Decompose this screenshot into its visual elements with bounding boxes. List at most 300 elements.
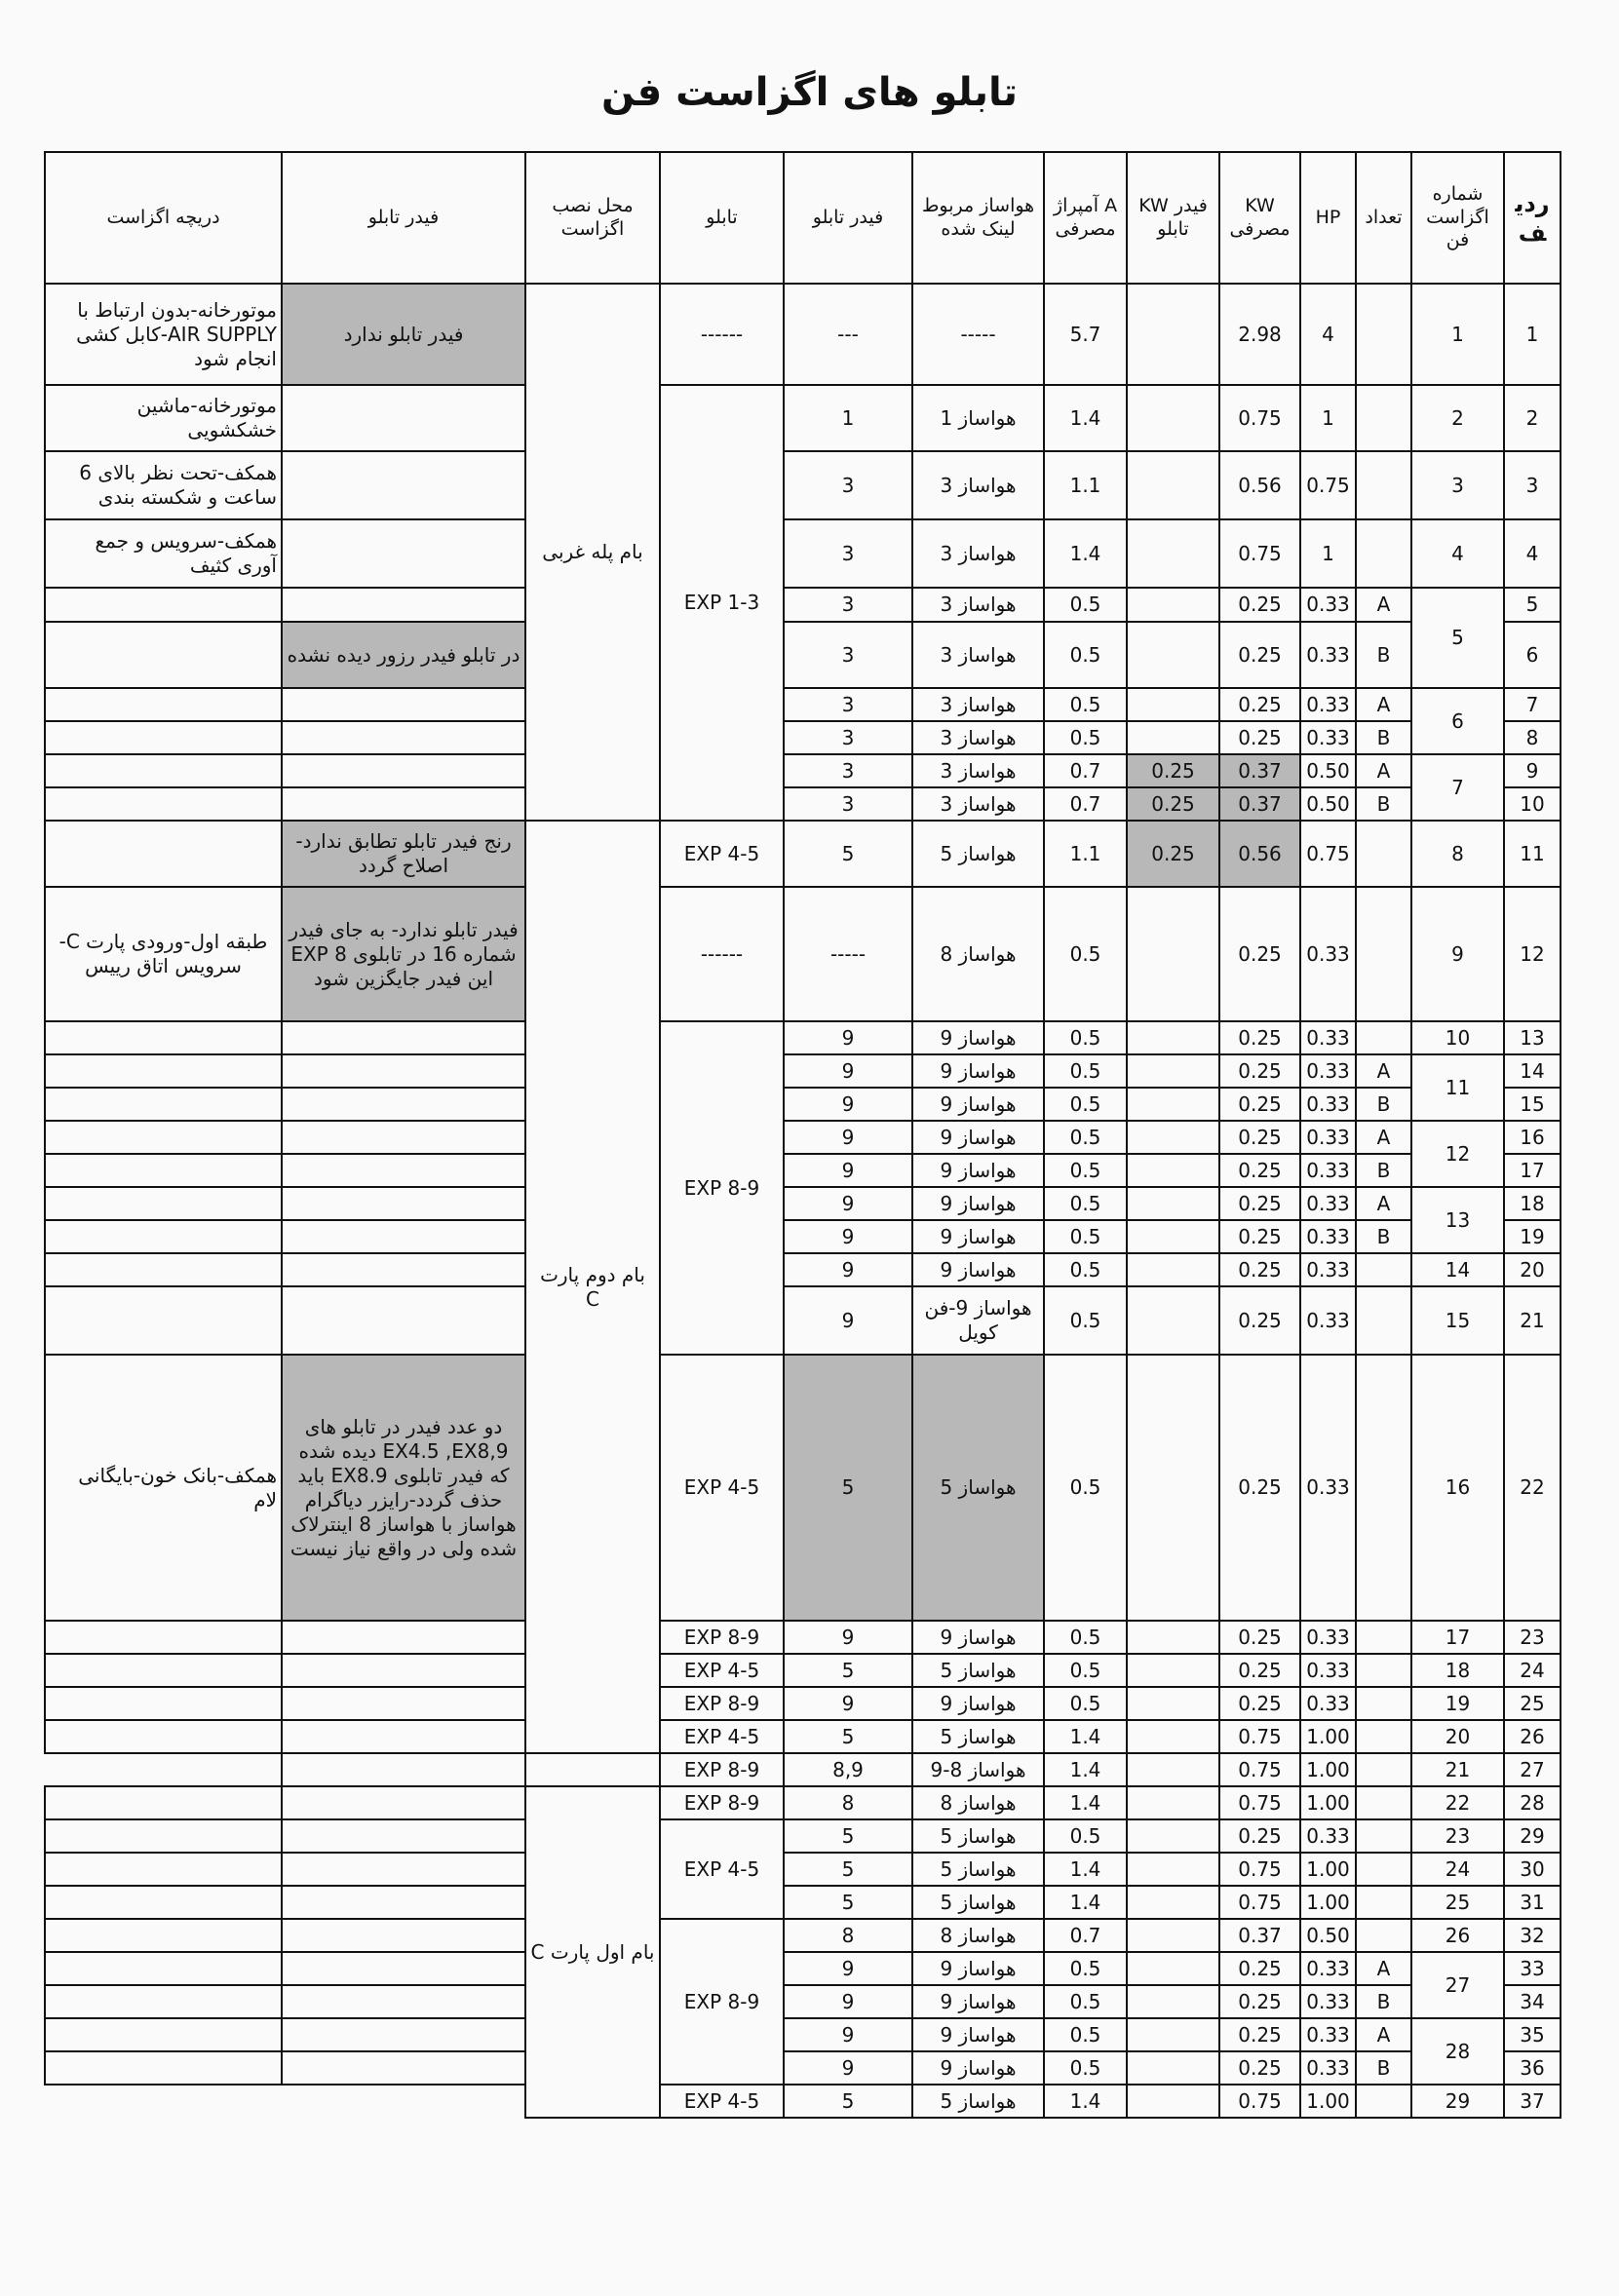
cell-hp: 1 bbox=[1300, 385, 1356, 451]
cell-amperage: 0.5 bbox=[1044, 1054, 1127, 1088]
cell-linked-ahu: هواساز 9 bbox=[912, 1952, 1044, 1985]
cell-amperage: 1.4 bbox=[1044, 2085, 1127, 2118]
cell-hp: 0.33 bbox=[1300, 1220, 1356, 1253]
cell-feeder-panel: 9 bbox=[784, 1687, 912, 1720]
cell-hp: 0.33 bbox=[1300, 1687, 1356, 1720]
cell-damper bbox=[45, 1687, 282, 1720]
cell-amperage: 0.5 bbox=[1044, 2051, 1127, 2085]
cell-linked-ahu: هواساز 8 bbox=[912, 887, 1044, 1021]
cell-count: B bbox=[1356, 721, 1411, 754]
cell-feeder-panel: 9 bbox=[784, 1054, 912, 1088]
cell-hp: 0.50 bbox=[1300, 1919, 1356, 1952]
cell-amperage: 1.4 bbox=[1044, 385, 1127, 451]
cell-hp: 0.33 bbox=[1300, 1187, 1356, 1220]
cell-hp: 0.33 bbox=[1300, 1654, 1356, 1687]
cell-count: B bbox=[1356, 1154, 1411, 1187]
table-row bbox=[45, 1054, 1561, 1088]
cell-count: B bbox=[1356, 1985, 1411, 2018]
cell-count bbox=[1356, 1919, 1411, 1952]
cell-damper: همکف-سرویس و جمع آوری کثیف bbox=[45, 519, 282, 588]
cell-feeder-panel: 9 bbox=[784, 1286, 912, 1355]
cell-amperage: 0.5 bbox=[1044, 1154, 1127, 1187]
header-hp: HP bbox=[1300, 152, 1356, 284]
cell-amperage: 0.5 bbox=[1044, 2018, 1127, 2051]
cell-fan-number: 9 bbox=[1411, 887, 1504, 1021]
cell-feeder-panel: 9 bbox=[784, 1121, 912, 1154]
cell-linked-ahu: هواساز 1 bbox=[912, 385, 1044, 451]
cell-panel: EXP 8-9 bbox=[660, 1753, 784, 1786]
cell-linked-ahu: هواساز 9 bbox=[912, 1220, 1044, 1253]
cell-panel-feeder-note bbox=[525, 1753, 660, 1786]
header-location: محل نصب اگزاست bbox=[525, 152, 660, 284]
cell-damper bbox=[45, 1819, 282, 1853]
header-linked-ahu: هواساز مربوط لینک شده bbox=[912, 152, 1044, 284]
cell-damper bbox=[45, 787, 282, 821]
cell-count: B bbox=[1356, 1220, 1411, 1253]
cell-amperage: 0.7 bbox=[1044, 1919, 1127, 1952]
cell-kw: 0.56 bbox=[1219, 451, 1300, 519]
cell-damper bbox=[45, 1853, 282, 1886]
cell-hp: 1.00 bbox=[1300, 1753, 1356, 1786]
cell-feeder-panel: 5 bbox=[784, 1853, 912, 1886]
cell-amperage: 0.5 bbox=[1044, 1985, 1127, 2018]
cell-hp: 0.33 bbox=[1300, 622, 1356, 688]
cell-fan-number: 5 bbox=[1411, 588, 1504, 688]
cell-damper bbox=[45, 1919, 282, 1952]
cell-fan-number: 17 bbox=[1411, 1621, 1504, 1654]
cell-kw: 0.25 bbox=[1219, 887, 1300, 1021]
header-kw: KW مصرفی bbox=[1219, 152, 1300, 284]
cell-feeder-panel: 5 bbox=[784, 2085, 912, 2118]
cell-feeder-panel: 9 bbox=[784, 1088, 912, 1121]
cell-amperage: 0.7 bbox=[1044, 754, 1127, 787]
cell-amperage: 1.4 bbox=[1044, 1720, 1127, 1753]
cell-count: B bbox=[1356, 622, 1411, 688]
header-count: تعداد bbox=[1356, 152, 1411, 284]
exhaust-fan-table-wrapper bbox=[44, 151, 1560, 2113]
cell-feeder-kw bbox=[1127, 1021, 1219, 1054]
cell-damper bbox=[45, 1253, 282, 1286]
cell-feeder-kw: 0.25 bbox=[1127, 754, 1219, 787]
cell-panel-exp-4-5: EXP 4-5 bbox=[660, 1819, 784, 1919]
table-row bbox=[45, 1886, 1561, 1919]
cell-radif: 10 bbox=[1504, 787, 1561, 821]
cell-panel-exp-1-3: EXP 1-3 bbox=[660, 385, 784, 821]
cell-fan-number: 24 bbox=[1411, 1853, 1504, 1886]
cell-amperage: 0.5 bbox=[1044, 1286, 1127, 1355]
cell-feeder-panel: 3 bbox=[784, 787, 912, 821]
header-feeder-kw: فیدر KW تابلو bbox=[1127, 152, 1219, 284]
cell-radif: 17 bbox=[1504, 1154, 1561, 1187]
cell-kw: 0.25 bbox=[1219, 1819, 1300, 1853]
cell-damper bbox=[45, 1654, 282, 1687]
table-row bbox=[45, 1021, 1561, 1054]
cell-feeder-panel: 9 bbox=[784, 2051, 912, 2085]
cell-amperage: 0.5 bbox=[1044, 1253, 1127, 1286]
table-row bbox=[45, 1985, 1561, 2018]
cell-damper bbox=[45, 1720, 282, 1753]
cell-linked-ahu: هواساز 9 bbox=[912, 1121, 1044, 1154]
cell-damper bbox=[45, 821, 282, 887]
cell-panel: EXP 8-9 bbox=[660, 1621, 784, 1654]
cell-count bbox=[1356, 1286, 1411, 1355]
cell-hp: 0.50 bbox=[1300, 754, 1356, 787]
cell-panel-feeder-note bbox=[282, 519, 525, 588]
cell-feeder-panel: 3 bbox=[784, 622, 912, 688]
cell-panel: ------ bbox=[660, 887, 784, 1021]
cell-kw: 0.25 bbox=[1219, 688, 1300, 721]
cell-panel-feeder-note bbox=[282, 1886, 525, 1919]
cell-radif: 4 bbox=[1504, 519, 1561, 588]
cell-panel-feeder-note: در تابلو فیدر رزور دیده نشده bbox=[282, 622, 525, 688]
cell-feeder-kw bbox=[1127, 1654, 1219, 1687]
cell-count bbox=[1356, 1886, 1411, 1919]
cell-count bbox=[1356, 451, 1411, 519]
cell-fan-number: 23 bbox=[1411, 1819, 1504, 1853]
cell-hp: 0.33 bbox=[1300, 1985, 1356, 2018]
cell-amperage: 1.4 bbox=[1044, 1853, 1127, 1886]
cell-count: A bbox=[1356, 1121, 1411, 1154]
cell-count bbox=[1356, 284, 1411, 385]
table-row bbox=[45, 1088, 1561, 1121]
cell-feeder-kw bbox=[1127, 1720, 1219, 1753]
cell-panel: EXP 4-5 bbox=[660, 1720, 784, 1753]
cell-panel-feeder-note bbox=[282, 1253, 525, 1286]
cell-feeder-kw bbox=[1127, 688, 1219, 721]
cell-panel-feeder-note: رنج فیدر تابلو تطابق ندارد-اصلاح گردد bbox=[282, 821, 525, 887]
cell-linked-ahu: هواساز 9 bbox=[912, 2051, 1044, 2085]
cell-hp: 1.00 bbox=[1300, 1720, 1356, 1753]
cell-count bbox=[1356, 1753, 1411, 1786]
cell-panel: EXP 4-5 bbox=[660, 1654, 784, 1687]
cell-hp: 0.33 bbox=[1300, 1952, 1356, 1985]
cell-panel-feeder-note bbox=[282, 1121, 525, 1154]
table-row bbox=[45, 588, 1561, 622]
cell-feeder-panel: 9 bbox=[784, 1154, 912, 1187]
cell-damper bbox=[45, 754, 282, 787]
header-amperage: A آمپراژ مصرفی bbox=[1044, 152, 1127, 284]
cell-damper bbox=[45, 1621, 282, 1654]
cell-feeder-kw bbox=[1127, 1220, 1219, 1253]
cell-damper bbox=[45, 1286, 282, 1355]
cell-panel-feeder-note bbox=[282, 1985, 525, 2018]
cell-hp: 0.33 bbox=[1300, 1154, 1356, 1187]
cell-panel: EXP 4-5 bbox=[660, 2085, 784, 2118]
cell-blank bbox=[45, 2085, 282, 2118]
header-radif: ردیف bbox=[1504, 152, 1561, 284]
cell-kw: 0.25 bbox=[1219, 1654, 1300, 1687]
cell-blank bbox=[282, 2085, 525, 2118]
cell-hp: 0.50 bbox=[1300, 787, 1356, 821]
cell-count: B bbox=[1356, 787, 1411, 821]
cell-amperage: 0.5 bbox=[1044, 1654, 1127, 1687]
table-row bbox=[45, 1819, 1561, 1853]
cell-radif: 13 bbox=[1504, 1021, 1561, 1054]
cell-count bbox=[1356, 1021, 1411, 1054]
cell-feeder-kw bbox=[1127, 1253, 1219, 1286]
cell-panel-feeder-note bbox=[282, 1054, 525, 1088]
cell-panel-feeder-note: فیدر تابلو ندارد- به جای فیدر شماره 16 در تابلوی EXP 8 این فیدر جایگزین شود bbox=[282, 887, 525, 1021]
cell-kw: 0.75 bbox=[1219, 1853, 1300, 1886]
table-row bbox=[45, 1121, 1561, 1154]
table-row bbox=[45, 1753, 1561, 1786]
cell-fan-number: 10 bbox=[1411, 1021, 1504, 1054]
cell-fan-number: 8 bbox=[1411, 821, 1504, 887]
cell-hp: 0.75 bbox=[1300, 451, 1356, 519]
cell-hp: 0.33 bbox=[1300, 1286, 1356, 1355]
cell-feeder-kw bbox=[1127, 1687, 1219, 1720]
cell-radif: 9 bbox=[1504, 754, 1561, 787]
cell-linked-ahu: هواساز 9 bbox=[912, 1621, 1044, 1654]
cell-damper: همکف-تحت نظر بالای 6 ساعت و شکسته بندی bbox=[45, 451, 282, 519]
cell-fan-number: 16 bbox=[1411, 1355, 1504, 1621]
cell-hp: 0.33 bbox=[1300, 1054, 1356, 1088]
cell-fan-number: 21 bbox=[1411, 1753, 1504, 1786]
cell-amperage: 0.7 bbox=[1044, 787, 1127, 821]
cell-feeder-kw bbox=[1127, 451, 1219, 519]
cell-feeder-panel: 5 bbox=[784, 1819, 912, 1853]
cell-kw: 0.25 bbox=[1219, 1154, 1300, 1187]
header-panel: تابلو bbox=[660, 152, 784, 284]
cell-panel-feeder-note bbox=[282, 451, 525, 519]
cell-count: A bbox=[1356, 588, 1411, 622]
table-row bbox=[45, 1621, 1561, 1654]
cell-panel-feeder-note bbox=[282, 1919, 525, 1952]
cell-feeder-panel: 9 bbox=[784, 1985, 912, 2018]
cell-kw: 0.37 bbox=[1219, 787, 1300, 821]
cell-damper bbox=[45, 688, 282, 721]
cell-feeder-panel: 9 bbox=[784, 2018, 912, 2051]
cell-radif: 28 bbox=[1504, 1786, 1561, 1819]
cell-count: A bbox=[1356, 754, 1411, 787]
cell-radif: 5 bbox=[1504, 588, 1561, 622]
cell-panel-feeder-note bbox=[282, 2018, 525, 2051]
cell-panel-feeder-note bbox=[282, 588, 525, 622]
cell-count bbox=[1356, 887, 1411, 1021]
cell-feeder-panel: 8,9 bbox=[784, 1753, 912, 1786]
cell-feeder-kw bbox=[1127, 622, 1219, 688]
table-row bbox=[45, 284, 1561, 385]
cell-feeder-kw bbox=[1127, 1786, 1219, 1819]
cell-damper bbox=[45, 1786, 282, 1819]
cell-amperage: 0.5 bbox=[1044, 721, 1127, 754]
table-row bbox=[45, 1654, 1561, 1687]
cell-damper bbox=[45, 622, 282, 688]
cell-count bbox=[1356, 1786, 1411, 1819]
cell-panel-feeder-note bbox=[282, 1187, 525, 1220]
cell-feeder-panel: 3 bbox=[784, 754, 912, 787]
cell-hp: 0.33 bbox=[1300, 1021, 1356, 1054]
cell-linked-ahu: هواساز 3 bbox=[912, 721, 1044, 754]
cell-panel-feeder-note bbox=[282, 1220, 525, 1253]
cell-linked-ahu: هواساز 5 bbox=[912, 821, 1044, 887]
table-row bbox=[45, 1355, 1561, 1621]
cell-kw: 0.25 bbox=[1219, 1054, 1300, 1088]
cell-panel-feeder-note bbox=[282, 2051, 525, 2085]
table-row bbox=[45, 2018, 1561, 2051]
cell-linked-ahu: هواساز 9 bbox=[912, 1088, 1044, 1121]
cell-hp: 0.33 bbox=[1300, 688, 1356, 721]
cell-panel: EXP 4-5 bbox=[660, 821, 784, 887]
table-row bbox=[45, 787, 1561, 821]
cell-feeder-kw bbox=[1127, 1919, 1219, 1952]
cell-feeder-panel: 9 bbox=[784, 1187, 912, 1220]
cell-panel-exp-8-9: EXP 8-9 bbox=[660, 1021, 784, 1355]
table-row bbox=[45, 2085, 1561, 2118]
cell-radif: 27 bbox=[1504, 1753, 1561, 1786]
cell-feeder-panel: 5 bbox=[784, 1654, 912, 1687]
cell-radif: 11 bbox=[1504, 821, 1561, 887]
cell-linked-ahu: هواساز 9 bbox=[912, 1021, 1044, 1054]
cell-fan-number: 14 bbox=[1411, 1253, 1504, 1286]
cell-feeder-kw: 0.25 bbox=[1127, 787, 1219, 821]
cell-linked-ahu: هواساز 5 bbox=[912, 1355, 1044, 1621]
table-row bbox=[45, 1154, 1561, 1187]
cell-feeder-panel: --- bbox=[784, 284, 912, 385]
cell-hp: 4 bbox=[1300, 284, 1356, 385]
cell-damper bbox=[45, 1220, 282, 1253]
cell-panel-exp-8-9: EXP 8-9 bbox=[660, 1919, 784, 2085]
cell-damper bbox=[45, 1154, 282, 1187]
table-row bbox=[45, 754, 1561, 787]
cell-feeder-kw bbox=[1127, 1952, 1219, 1985]
cell-feeder-kw bbox=[1127, 1121, 1219, 1154]
cell-amperage: 0.5 bbox=[1044, 588, 1127, 622]
cell-count bbox=[1356, 2085, 1411, 2118]
cell-damper bbox=[45, 1985, 282, 2018]
cell-kw: 0.25 bbox=[1219, 622, 1300, 688]
cell-kw: 0.25 bbox=[1219, 1355, 1300, 1621]
cell-linked-ahu: هواساز 3 bbox=[912, 519, 1044, 588]
table-row bbox=[45, 1253, 1561, 1286]
table-row bbox=[45, 1720, 1561, 1753]
cell-panel-feeder-note bbox=[282, 1853, 525, 1886]
cell-location-first-roof-part-c: بام اول پارت C bbox=[525, 1786, 660, 2118]
cell-fan-number: 22 bbox=[1411, 1786, 1504, 1819]
cell-feeder-panel: 3 bbox=[784, 721, 912, 754]
cell-panel-feeder-note bbox=[282, 1654, 525, 1687]
cell-linked-ahu: ----- bbox=[912, 284, 1044, 385]
cell-amperage: 1.4 bbox=[1044, 1886, 1127, 1919]
cell-linked-ahu: هواساز 5 bbox=[912, 1720, 1044, 1753]
cell-hp: 0.33 bbox=[1300, 1355, 1356, 1621]
cell-count bbox=[1356, 1654, 1411, 1687]
cell-radif: 31 bbox=[1504, 1886, 1561, 1919]
cell-hp: 0.33 bbox=[1300, 887, 1356, 1021]
cell-damper: موتورخانه-ماشین خشکشویی bbox=[45, 385, 282, 451]
cell-kw: 0.75 bbox=[1219, 385, 1300, 451]
table-row bbox=[45, 1786, 1561, 1819]
cell-panel-feeder-note bbox=[282, 721, 525, 754]
cell-amperage: 0.5 bbox=[1044, 1021, 1127, 1054]
cell-hp: 1 bbox=[1300, 519, 1356, 588]
cell-feeder-panel: 5 bbox=[784, 1720, 912, 1753]
cell-feeder-kw bbox=[1127, 1187, 1219, 1220]
cell-kw: 0.25 bbox=[1219, 2051, 1300, 2085]
cell-radif: 7 bbox=[1504, 688, 1561, 721]
table-row bbox=[45, 688, 1561, 721]
cell-radif: 3 bbox=[1504, 451, 1561, 519]
cell-damper bbox=[45, 2051, 282, 2085]
cell-radif: 16 bbox=[1504, 1121, 1561, 1154]
cell-feeder-panel: 9 bbox=[784, 1952, 912, 1985]
cell-damper bbox=[45, 1952, 282, 1985]
cell-count: A bbox=[1356, 1187, 1411, 1220]
cell-panel-feeder-note bbox=[282, 1720, 525, 1753]
cell-linked-ahu: هواساز 3 bbox=[912, 451, 1044, 519]
cell-count bbox=[1356, 1687, 1411, 1720]
cell-feeder-panel: 9 bbox=[784, 1621, 912, 1654]
cell-linked-ahu: هواساز 3 bbox=[912, 622, 1044, 688]
table-row bbox=[45, 1853, 1561, 1886]
cell-hp: 0.33 bbox=[1300, 1088, 1356, 1121]
cell-damper: همکف-بانک خون-بایگانی لام bbox=[45, 1355, 282, 1621]
cell-amperage: 1.1 bbox=[1044, 821, 1127, 887]
cell-kw: 0.25 bbox=[1219, 588, 1300, 622]
cell-panel-feeder-note: دو عدد فیدر در تابلو های EX4.5 ,EX8,9 دیده شده که فیدر تابلوی EX8.9 باید حذف گردد-رایزر دیاگرام هواساز با هواساز 8 اینترلاک شده ولی در واقع نیاز نیست bbox=[282, 1355, 525, 1621]
cell-feeder-panel: 8 bbox=[784, 1786, 912, 1819]
cell-panel-feeder-note bbox=[282, 1952, 525, 1985]
cell-hp: 1.00 bbox=[1300, 1786, 1356, 1819]
cell-radif: 2 bbox=[1504, 385, 1561, 451]
cell-linked-ahu: هواساز 9 bbox=[912, 1687, 1044, 1720]
cell-fan-number: 27 bbox=[1411, 1952, 1504, 2018]
cell-kw: 0.37 bbox=[1219, 1919, 1300, 1952]
cell-linked-ahu: هواساز 5 bbox=[912, 1886, 1044, 1919]
cell-linked-ahu: هواساز 3 bbox=[912, 588, 1044, 622]
cell-kw: 0.25 bbox=[1219, 1952, 1300, 1985]
cell-panel-feeder-note bbox=[282, 1687, 525, 1720]
cell-radif: 20 bbox=[1504, 1253, 1561, 1286]
cell-fan-number: 19 bbox=[1411, 1687, 1504, 1720]
table-row bbox=[45, 1187, 1561, 1220]
cell-feeder-panel: 1 bbox=[784, 385, 912, 451]
page-title: تابلو های اگزاست فن bbox=[600, 70, 1019, 115]
cell-kw: 0.25 bbox=[1219, 1621, 1300, 1654]
cell-kw: 2.98 bbox=[1219, 284, 1300, 385]
cell-kw: 0.75 bbox=[1219, 1786, 1300, 1819]
cell-radif: 22 bbox=[1504, 1355, 1561, 1621]
header-feeder-panel: فیدر تابلو bbox=[784, 152, 912, 284]
cell-radif: 21 bbox=[1504, 1286, 1561, 1355]
cell-hp: 0.33 bbox=[1300, 1819, 1356, 1853]
cell-radif: 1 bbox=[1504, 284, 1561, 385]
cell-damper bbox=[282, 1753, 525, 1786]
cell-feeder-kw bbox=[1127, 1985, 1219, 2018]
cell-amperage: 0.5 bbox=[1044, 622, 1127, 688]
cell-kw: 0.75 bbox=[1219, 1720, 1300, 1753]
cell-radif: 37 bbox=[1504, 2085, 1561, 2118]
cell-feeder-panel: 3 bbox=[784, 451, 912, 519]
cell-fan-number: 1 bbox=[1411, 284, 1504, 385]
cell-panel-feeder-note bbox=[282, 385, 525, 451]
cell-amperage: 0.5 bbox=[1044, 1621, 1127, 1654]
cell-feeder-kw bbox=[1127, 1853, 1219, 1886]
table-row bbox=[45, 821, 1561, 887]
cell-panel: EXP 8-9 bbox=[660, 1786, 784, 1819]
cell-feeder-panel: 3 bbox=[784, 688, 912, 721]
cell-damper bbox=[45, 1088, 282, 1121]
cell-amperage: 1.4 bbox=[1044, 519, 1127, 588]
cell-panel-feeder-note: فیدر تابلو ندارد bbox=[282, 284, 525, 385]
cell-kw: 0.25 bbox=[1219, 1220, 1300, 1253]
cell-fan-number: 11 bbox=[1411, 1054, 1504, 1121]
cell-amperage: 1.4 bbox=[1044, 1786, 1127, 1819]
cell-amperage: 0.5 bbox=[1044, 887, 1127, 1021]
table-row bbox=[45, 1687, 1561, 1720]
cell-linked-ahu: هواساز 8 bbox=[912, 1786, 1044, 1819]
cell-feeder-panel: 9 bbox=[784, 1021, 912, 1054]
